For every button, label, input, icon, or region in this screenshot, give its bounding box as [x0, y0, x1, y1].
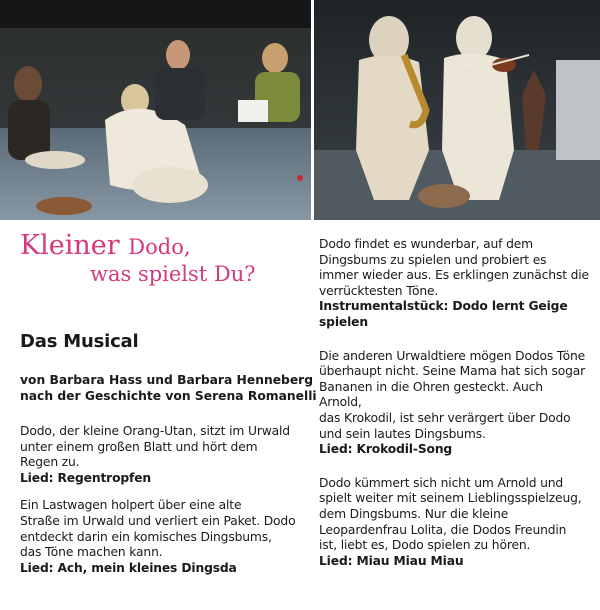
- title-word-kleiner: Kleiner: [20, 230, 120, 261]
- text-line: Dodo findet es wunderbar, auf dem: [319, 237, 534, 251]
- song-title: Instrumentalstück: Dodo lernt Geige: [319, 299, 568, 314]
- text-line: spielt weiter mit seinem Lieblingsspielzeug,: [319, 491, 582, 506]
- paragraph: [319, 476, 589, 570]
- song-title: Lied: Krokodil-Song: [319, 442, 453, 457]
- song-title: Lied: Ach, mein kleines Dingsda: [20, 560, 237, 575]
- paragraph: [319, 349, 589, 458]
- song-title: spielen: [319, 314, 368, 329]
- text-line: ist, liebt es, Dodo spielen zu hören.: [319, 538, 531, 553]
- title-line-2: was spielst Du?: [90, 262, 256, 286]
- text-line: das Töne machen kann.: [20, 545, 163, 560]
- stage-photo-left: [0, 0, 311, 220]
- text-line: Straße im Urwald und verliert ein Paket. Dodo: [20, 513, 296, 528]
- text-line: überhaupt nicht. Seine Mama hat sich sogar: [319, 364, 586, 379]
- title-word-dodo: Dodo,: [128, 235, 191, 259]
- section-heading: Das Musical: [20, 331, 139, 352]
- left-column: [20, 424, 298, 588]
- text-line: Dodo, der kleine Orang-Utan, sitzt im Urwald: [20, 424, 290, 438]
- text-line: entdeckt darin ein komisches Dingsbums,: [20, 529, 272, 544]
- page-title: [20, 232, 256, 285]
- text-line: verrücktesten Töne.: [319, 283, 439, 298]
- authors-block: [20, 372, 317, 404]
- text-line: unter einem großen Blatt und hört dem: [20, 439, 258, 454]
- text-line: Dodo kümmert sich nicht um Arnold und: [319, 475, 564, 490]
- right-column: [319, 237, 589, 581]
- stage-photo-right: [314, 0, 600, 220]
- text-line: und sein lautes Dingsbums.: [319, 426, 486, 441]
- authors-line-2: nach der Geschichte von Serena Romanelli: [20, 389, 317, 403]
- text-line: Dingsbums zu spielen und probiert es: [319, 252, 547, 267]
- paragraph: [319, 237, 589, 331]
- text-line: Regen zu.: [20, 455, 80, 470]
- paragraph: [20, 424, 298, 486]
- paragraph: [20, 498, 298, 576]
- text-line: das Krokodil, ist sehr verärgert über Dodo: [319, 410, 571, 425]
- text-line: Ein Lastwagen holpert über eine alte: [20, 498, 242, 513]
- text-line: Die anderen Urwaldtiere mögen Dodos Töne: [319, 348, 586, 363]
- text-line: dem Dingsbums. Nur die kleine: [319, 506, 509, 521]
- text-line: Leopardenfrau Lolita, die Dodos Freundin: [319, 522, 567, 537]
- song-title: Lied: Miau Miau Miau: [319, 553, 464, 568]
- text-line: immer wieder aus. Es erklingen zunächst die: [319, 268, 589, 283]
- authors-line-1: von Barbara Hass und Barbara Henneberg: [20, 373, 314, 387]
- text-line: Bananen in die Ohren gesteckt. Auch Arnold,: [319, 379, 543, 410]
- song-title: Lied: Regentropfen: [20, 470, 152, 485]
